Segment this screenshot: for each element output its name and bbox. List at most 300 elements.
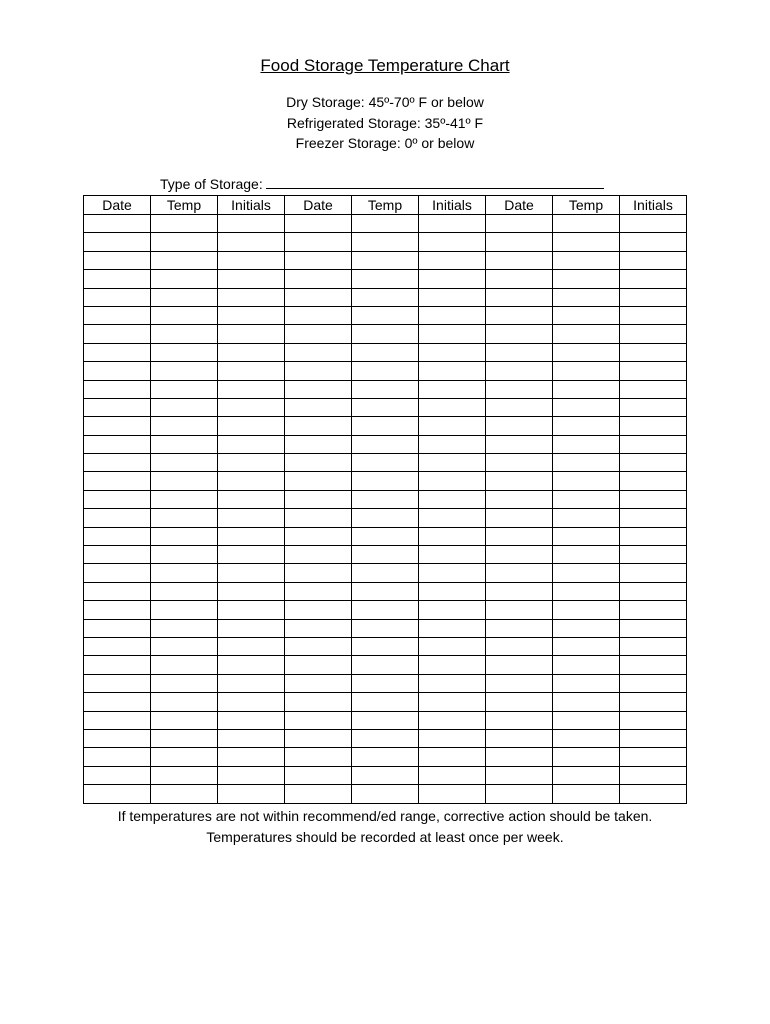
log-cell[interactable] (218, 306, 285, 324)
log-cell[interactable] (218, 398, 285, 416)
log-cell[interactable] (151, 380, 218, 398)
log-cell[interactable] (285, 619, 352, 637)
log-cell[interactable] (352, 251, 419, 269)
log-cell[interactable] (620, 233, 687, 251)
log-cell[interactable] (218, 417, 285, 435)
log-cell[interactable] (553, 564, 620, 582)
log-cell[interactable] (620, 288, 687, 306)
log-cell[interactable] (553, 601, 620, 619)
log-cell[interactable] (486, 343, 553, 361)
log-cell[interactable] (352, 417, 419, 435)
log-cell[interactable] (553, 270, 620, 288)
log-cell[interactable] (151, 306, 218, 324)
log-cell[interactable] (620, 472, 687, 490)
storage-type-blank[interactable] (266, 174, 604, 189)
log-cell[interactable] (218, 288, 285, 306)
log-cell[interactable] (151, 729, 218, 747)
log-cell[interactable] (486, 748, 553, 766)
log-cell[interactable] (84, 546, 151, 564)
log-cell[interactable] (553, 785, 620, 803)
log-cell[interactable] (84, 582, 151, 600)
log-cell[interactable] (352, 435, 419, 453)
log-cell[interactable] (218, 711, 285, 729)
log-cell[interactable] (620, 454, 687, 472)
log-cell[interactable] (218, 527, 285, 545)
log-cell[interactable] (553, 343, 620, 361)
log-cell[interactable] (486, 729, 553, 747)
log-cell[interactable] (620, 362, 687, 380)
log-cell[interactable] (553, 729, 620, 747)
log-cell[interactable] (419, 215, 486, 233)
log-cell[interactable] (151, 656, 218, 674)
log-cell[interactable] (620, 546, 687, 564)
log-cell[interactable] (419, 306, 486, 324)
log-cell[interactable] (151, 251, 218, 269)
log-cell[interactable] (419, 601, 486, 619)
log-cell[interactable] (620, 564, 687, 582)
log-cell[interactable] (84, 288, 151, 306)
log-cell[interactable] (151, 601, 218, 619)
log-cell[interactable] (151, 215, 218, 233)
log-cell[interactable] (553, 380, 620, 398)
log-cell[interactable] (620, 509, 687, 527)
log-cell[interactable] (486, 270, 553, 288)
log-cell[interactable] (486, 288, 553, 306)
log-cell[interactable] (352, 564, 419, 582)
table-row (84, 288, 687, 306)
log-cell[interactable] (486, 546, 553, 564)
log-cell[interactable] (486, 619, 553, 637)
log-cell[interactable] (218, 343, 285, 361)
log-cell[interactable] (419, 435, 486, 453)
log-cell[interactable] (285, 546, 352, 564)
log-cell[interactable] (285, 398, 352, 416)
log-cell[interactable] (486, 306, 553, 324)
log-cell[interactable] (218, 748, 285, 766)
log-cell[interactable] (218, 233, 285, 251)
log-cell[interactable] (419, 380, 486, 398)
log-cell[interactable] (620, 270, 687, 288)
log-cell[interactable] (84, 656, 151, 674)
log-cell[interactable] (553, 546, 620, 564)
log-cell[interactable] (151, 288, 218, 306)
log-cell[interactable] (620, 251, 687, 269)
log-cell[interactable] (553, 748, 620, 766)
log-cell[interactable] (352, 748, 419, 766)
log-cell[interactable] (419, 766, 486, 784)
log-cell[interactable] (285, 288, 352, 306)
log-cell[interactable] (419, 454, 486, 472)
log-cell[interactable] (84, 509, 151, 527)
log-cell[interactable] (218, 582, 285, 600)
log-cell[interactable] (486, 215, 553, 233)
log-cell[interactable] (84, 472, 151, 490)
log-cell[interactable] (419, 546, 486, 564)
log-cell[interactable] (151, 398, 218, 416)
log-cell[interactable] (486, 251, 553, 269)
log-cell[interactable] (285, 527, 352, 545)
log-cell[interactable] (352, 619, 419, 637)
log-cell[interactable] (151, 637, 218, 655)
log-cell[interactable] (218, 509, 285, 527)
storage-type-label: Type of Storage: (160, 176, 263, 192)
log-cell[interactable] (84, 637, 151, 655)
log-cell[interactable] (419, 674, 486, 692)
log-cell[interactable] (486, 656, 553, 674)
log-cell[interactable] (285, 674, 352, 692)
log-cell[interactable] (218, 766, 285, 784)
log-cell[interactable] (620, 729, 687, 747)
log-cell[interactable] (84, 380, 151, 398)
log-cell[interactable] (486, 674, 553, 692)
log-cell[interactable] (285, 564, 352, 582)
log-cell[interactable] (285, 582, 352, 600)
log-cell[interactable] (151, 509, 218, 527)
log-cell[interactable] (151, 766, 218, 784)
log-cell[interactable] (419, 527, 486, 545)
log-cell[interactable] (218, 729, 285, 747)
log-cell[interactable] (218, 251, 285, 269)
log-cell[interactable] (84, 270, 151, 288)
log-cell[interactable] (620, 306, 687, 324)
header-date-3: Date (486, 196, 553, 215)
log-cell[interactable] (352, 490, 419, 508)
log-cell[interactable] (486, 711, 553, 729)
log-cell[interactable] (486, 472, 553, 490)
log-cell[interactable] (285, 693, 352, 711)
log-cell[interactable] (553, 693, 620, 711)
log-cell[interactable] (352, 270, 419, 288)
log-cell[interactable] (486, 417, 553, 435)
log-cell[interactable] (553, 398, 620, 416)
log-cell[interactable] (352, 785, 419, 803)
log-cell[interactable] (486, 601, 553, 619)
log-cell[interactable] (419, 693, 486, 711)
log-cell[interactable] (553, 362, 620, 380)
log-cell[interactable] (553, 435, 620, 453)
log-cell[interactable] (352, 398, 419, 416)
log-cell[interactable] (352, 509, 419, 527)
log-cell[interactable] (620, 435, 687, 453)
log-cell[interactable] (218, 472, 285, 490)
log-cell[interactable] (620, 527, 687, 545)
log-cell[interactable] (553, 711, 620, 729)
log-cell[interactable] (486, 362, 553, 380)
log-cell[interactable] (620, 693, 687, 711)
log-cell[interactable] (419, 785, 486, 803)
log-cell[interactable] (486, 582, 553, 600)
log-cell[interactable] (285, 490, 352, 508)
log-cell[interactable] (620, 380, 687, 398)
log-cell[interactable] (218, 637, 285, 655)
log-cell[interactable] (553, 509, 620, 527)
log-cell[interactable] (84, 729, 151, 747)
log-cell[interactable] (151, 748, 218, 766)
log-cell[interactable] (352, 306, 419, 324)
log-cell[interactable] (620, 674, 687, 692)
log-cell[interactable] (218, 215, 285, 233)
table-row (84, 454, 687, 472)
log-cell[interactable] (218, 546, 285, 564)
log-cell[interactable] (620, 785, 687, 803)
log-cell[interactable] (553, 325, 620, 343)
log-cell[interactable] (620, 215, 687, 233)
table-row (84, 435, 687, 453)
log-cell[interactable] (419, 656, 486, 674)
log-cell[interactable] (486, 527, 553, 545)
log-cell[interactable] (352, 766, 419, 784)
log-cell[interactable] (352, 674, 419, 692)
log-cell[interactable] (352, 288, 419, 306)
log-cell[interactable] (218, 380, 285, 398)
log-cell[interactable] (84, 215, 151, 233)
log-cell[interactable] (151, 435, 218, 453)
log-cell[interactable] (218, 656, 285, 674)
log-cell[interactable] (285, 509, 352, 527)
log-cell[interactable] (419, 325, 486, 343)
log-cell[interactable] (486, 454, 553, 472)
log-cell[interactable] (84, 564, 151, 582)
log-cell[interactable] (151, 472, 218, 490)
log-cell[interactable] (620, 656, 687, 674)
log-cell[interactable] (285, 251, 352, 269)
log-cell[interactable] (419, 509, 486, 527)
log-cell[interactable] (151, 233, 218, 251)
log-cell[interactable] (84, 748, 151, 766)
log-cell[interactable] (218, 454, 285, 472)
log-cell[interactable] (84, 306, 151, 324)
log-cell[interactable] (218, 435, 285, 453)
log-cell[interactable] (285, 380, 352, 398)
log-cell[interactable] (352, 362, 419, 380)
log-cell[interactable] (151, 619, 218, 637)
log-cell[interactable] (352, 325, 419, 343)
log-cell[interactable] (620, 417, 687, 435)
log-cell[interactable] (218, 362, 285, 380)
log-cell[interactable] (84, 619, 151, 637)
log-cell[interactable] (419, 251, 486, 269)
log-cell[interactable] (151, 785, 218, 803)
log-cell[interactable] (84, 490, 151, 508)
log-cell[interactable] (419, 398, 486, 416)
log-cell[interactable] (84, 527, 151, 545)
log-cell[interactable] (84, 454, 151, 472)
table-row (84, 380, 687, 398)
log-cell[interactable] (419, 490, 486, 508)
log-cell[interactable] (151, 417, 218, 435)
log-cell[interactable] (285, 601, 352, 619)
log-cell[interactable] (486, 509, 553, 527)
log-cell[interactable] (553, 527, 620, 545)
log-cell[interactable] (84, 251, 151, 269)
log-cell[interactable] (218, 325, 285, 343)
log-cell[interactable] (486, 435, 553, 453)
log-cell[interactable] (553, 619, 620, 637)
log-cell[interactable] (419, 270, 486, 288)
log-cell[interactable] (553, 306, 620, 324)
log-cell[interactable] (352, 233, 419, 251)
log-cell[interactable] (285, 325, 352, 343)
log-cell[interactable] (620, 490, 687, 508)
log-cell[interactable] (419, 472, 486, 490)
log-cell[interactable] (620, 748, 687, 766)
log-cell[interactable] (620, 325, 687, 343)
log-cell[interactable] (151, 490, 218, 508)
log-cell[interactable] (151, 693, 218, 711)
log-cell[interactable] (285, 270, 352, 288)
log-cell[interactable] (151, 564, 218, 582)
log-cell[interactable] (84, 693, 151, 711)
log-cell[interactable] (486, 233, 553, 251)
log-cell[interactable] (285, 417, 352, 435)
log-cell[interactable] (285, 454, 352, 472)
log-cell[interactable] (84, 398, 151, 416)
log-cell[interactable] (352, 527, 419, 545)
log-cell[interactable] (553, 766, 620, 784)
table-row (84, 656, 687, 674)
log-cell[interactable] (218, 601, 285, 619)
log-cell[interactable] (151, 674, 218, 692)
log-cell[interactable] (352, 343, 419, 361)
log-cell[interactable] (151, 527, 218, 545)
log-cell[interactable] (486, 637, 553, 655)
log-cell[interactable] (84, 766, 151, 784)
log-cell[interactable] (553, 637, 620, 655)
log-cell[interactable] (352, 729, 419, 747)
log-cell[interactable] (620, 619, 687, 637)
log-cell[interactable] (620, 711, 687, 729)
log-cell[interactable] (352, 215, 419, 233)
log-cell[interactable] (620, 398, 687, 416)
log-cell[interactable] (285, 362, 352, 380)
log-cell[interactable] (285, 785, 352, 803)
log-cell[interactable] (84, 362, 151, 380)
log-cell[interactable] (84, 417, 151, 435)
log-cell[interactable] (419, 619, 486, 637)
log-cell[interactable] (419, 343, 486, 361)
log-cell[interactable] (285, 656, 352, 674)
log-cell[interactable] (620, 601, 687, 619)
log-cell[interactable] (553, 417, 620, 435)
log-cell[interactable] (285, 233, 352, 251)
log-cell[interactable] (84, 785, 151, 803)
log-cell[interactable] (419, 288, 486, 306)
log-cell[interactable] (553, 582, 620, 600)
log-cell[interactable] (553, 656, 620, 674)
log-cell[interactable] (486, 398, 553, 416)
log-cell[interactable] (285, 435, 352, 453)
log-cell[interactable] (352, 656, 419, 674)
log-cell[interactable] (285, 729, 352, 747)
log-cell[interactable] (486, 325, 553, 343)
log-cell[interactable] (218, 785, 285, 803)
log-cell[interactable] (84, 435, 151, 453)
log-cell[interactable] (285, 637, 352, 655)
log-cell[interactable] (84, 674, 151, 692)
log-cell[interactable] (84, 233, 151, 251)
log-cell[interactable] (151, 343, 218, 361)
log-cell[interactable] (620, 343, 687, 361)
log-cell[interactable] (486, 380, 553, 398)
log-cell[interactable] (419, 582, 486, 600)
log-cell[interactable] (285, 343, 352, 361)
log-cell[interactable] (218, 490, 285, 508)
log-cell[interactable] (419, 417, 486, 435)
log-cell[interactable] (352, 380, 419, 398)
log-cell[interactable] (218, 619, 285, 637)
log-cell[interactable] (151, 362, 218, 380)
log-cell[interactable] (620, 766, 687, 784)
log-cell[interactable] (419, 362, 486, 380)
log-cell[interactable] (553, 472, 620, 490)
log-cell[interactable] (151, 325, 218, 343)
log-cell[interactable] (285, 766, 352, 784)
log-cell[interactable] (285, 748, 352, 766)
log-cell[interactable] (620, 637, 687, 655)
log-cell[interactable] (352, 601, 419, 619)
log-cell[interactable] (84, 325, 151, 343)
log-cell[interactable] (218, 674, 285, 692)
log-cell[interactable] (553, 251, 620, 269)
log-cell[interactable] (285, 711, 352, 729)
log-cell[interactable] (419, 233, 486, 251)
log-cell[interactable] (151, 546, 218, 564)
log-cell[interactable] (84, 711, 151, 729)
table-row (84, 637, 687, 655)
log-cell[interactable] (553, 454, 620, 472)
log-cell[interactable] (419, 748, 486, 766)
log-cell[interactable] (553, 490, 620, 508)
log-cell[interactable] (352, 711, 419, 729)
log-cell[interactable] (419, 729, 486, 747)
header-temp-3: Temp (553, 196, 620, 215)
log-cell[interactable] (285, 472, 352, 490)
log-cell[interactable] (486, 564, 553, 582)
log-cell[interactable] (486, 785, 553, 803)
log-cell[interactable] (218, 693, 285, 711)
log-cell[interactable] (352, 637, 419, 655)
log-cell[interactable] (151, 270, 218, 288)
log-cell[interactable] (553, 233, 620, 251)
log-cell[interactable] (84, 343, 151, 361)
log-cell[interactable] (352, 693, 419, 711)
log-cell[interactable] (419, 564, 486, 582)
log-cell[interactable] (486, 766, 553, 784)
log-cell[interactable] (419, 637, 486, 655)
log-cell[interactable] (151, 711, 218, 729)
log-cell[interactable] (352, 546, 419, 564)
log-cell[interactable] (352, 454, 419, 472)
log-cell[interactable] (151, 454, 218, 472)
log-cell[interactable] (620, 582, 687, 600)
log-cell[interactable] (352, 472, 419, 490)
log-cell[interactable] (486, 693, 553, 711)
log-cell[interactable] (553, 215, 620, 233)
log-cell[interactable] (218, 564, 285, 582)
log-cell[interactable] (151, 582, 218, 600)
log-cell[interactable] (486, 490, 553, 508)
log-cell[interactable] (352, 582, 419, 600)
table-row (84, 362, 687, 380)
log-cell[interactable] (553, 674, 620, 692)
log-cell[interactable] (419, 711, 486, 729)
log-cell[interactable] (553, 288, 620, 306)
log-cell[interactable] (285, 215, 352, 233)
log-cell[interactable] (84, 601, 151, 619)
log-cell[interactable] (285, 306, 352, 324)
table-row (84, 711, 687, 729)
log-cell[interactable] (218, 270, 285, 288)
